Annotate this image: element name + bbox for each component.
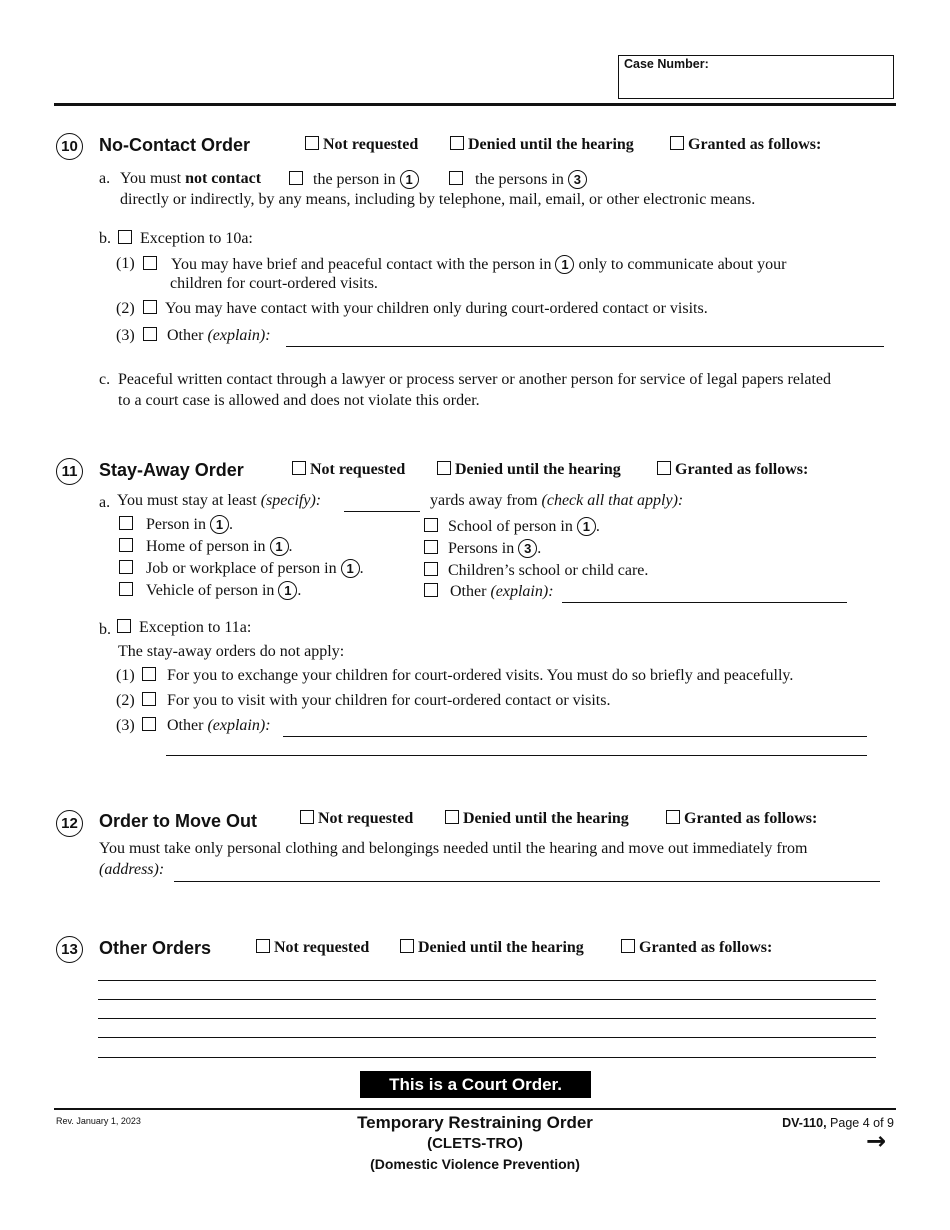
- exception-11b3-checkbox[interactable]: [142, 717, 156, 731]
- denied-label: Denied until the hearing: [455, 461, 621, 478]
- item-11b-intro: The stay-away orders do not apply:: [118, 643, 345, 660]
- section-12-number: 12: [56, 810, 83, 837]
- stay-away-children-school: [424, 562, 648, 580]
- granted-checkbox[interactable]: [670, 136, 684, 150]
- item-11a-text: [117, 492, 321, 510]
- header-rule: [54, 103, 896, 106]
- page-number: Page 4 of 9: [830, 1116, 894, 1130]
- exception-10b1-text2: only to communicate about your: [578, 256, 787, 273]
- period: .: [288, 538, 293, 555]
- stay-away-children-school-checkbox[interactable]: [424, 562, 438, 576]
- other-orders-line-1[interactable]: [98, 980, 876, 981]
- denied-checkbox[interactable]: [450, 136, 464, 150]
- granted-label: Granted as follows:: [688, 136, 822, 153]
- form-title: Temporary Restraining Order: [357, 1113, 593, 1132]
- granted-label: Granted as follows:: [639, 939, 773, 956]
- section-10-title: No-Contact Order: [99, 135, 251, 155]
- granted-checkbox[interactable]: [666, 810, 680, 824]
- denied-label: Denied until the hearing: [418, 939, 584, 956]
- item-10a-line1: [120, 170, 261, 188]
- section-12-status: [300, 810, 413, 828]
- exception-10b2-checkbox[interactable]: [143, 300, 157, 314]
- item-10a-label: a.: [99, 170, 111, 187]
- other-orders-line-2[interactable]: [98, 999, 876, 1000]
- item-10b3: [143, 327, 271, 345]
- period: .: [297, 582, 302, 599]
- address-label: (address):: [99, 861, 165, 878]
- not-requested-label: Not requested: [323, 136, 419, 153]
- item-10b2: [143, 300, 708, 318]
- person-in-1-checkbox[interactable]: [289, 171, 303, 185]
- stay-away-vehicle-label: Vehicle of person in: [146, 582, 275, 599]
- item-11b2-num: (2): [116, 692, 135, 709]
- item-10b1-num: (1): [116, 255, 135, 272]
- exception-11a-label: Exception to 11a:: [139, 619, 252, 636]
- item-10c-line1: Peaceful written contact through a lawyer or process server or another person for service of legal papers related: [118, 371, 832, 388]
- stay-away-other-label: Other: [450, 583, 487, 600]
- form-id: DV-110,: [782, 1116, 827, 1130]
- item-10a-bold: not contact: [185, 170, 262, 187]
- stay-away-other-checkbox[interactable]: [424, 583, 438, 597]
- section-11-status-granted: [657, 461, 808, 479]
- court-order-banner: This is a Court Order.: [360, 1071, 591, 1098]
- exception-11b2-checkbox[interactable]: [142, 692, 156, 706]
- period: .: [359, 560, 364, 577]
- ref-1-badge: 1: [278, 581, 297, 600]
- period: .: [229, 516, 233, 533]
- not-requested-label: Not requested: [318, 810, 414, 827]
- stay-away-home: [119, 537, 293, 556]
- item-10a-persons-option: [449, 170, 587, 189]
- section-11-status: [292, 461, 405, 479]
- footer-title: [325, 1112, 625, 1174]
- explain-label: (explain):: [207, 717, 271, 734]
- exception-11b2-text: For you to visit with your children for court-ordered contact or visits.: [167, 692, 611, 709]
- item-10c-line2: to a court case is allowed and does not violate this order.: [118, 392, 480, 409]
- ref-1-badge: 1: [270, 537, 289, 556]
- section-11-number: 11: [56, 458, 83, 485]
- explain-label: (explain):: [207, 327, 271, 344]
- not-requested-label: Not requested: [274, 939, 370, 956]
- form-subtitle-clets: (CLETS-TRO): [427, 1135, 523, 1152]
- exception-11b1-checkbox[interactable]: [142, 667, 156, 681]
- check-all-label: (check all that apply):: [541, 492, 684, 509]
- other-orders-line-4[interactable]: [98, 1037, 876, 1038]
- stay-at-least-text: You must stay at least: [117, 492, 257, 509]
- explain-11b3-field-1[interactable]: [283, 736, 867, 737]
- ref-1-badge: 1: [400, 170, 419, 189]
- not-requested-checkbox[interactable]: [292, 461, 306, 475]
- ref-1-badge: 1: [341, 559, 360, 578]
- item-11b3: [142, 717, 271, 735]
- item-10c-label: c.: [99, 371, 111, 388]
- section-12-status-granted: [666, 810, 817, 828]
- exception-10a-checkbox[interactable]: [118, 230, 132, 244]
- granted-checkbox[interactable]: [621, 939, 635, 953]
- section-13-number: 13: [56, 936, 83, 963]
- stay-away-school: [424, 517, 600, 536]
- address-field[interactable]: [174, 881, 880, 882]
- stay-away-other-field[interactable]: [562, 602, 847, 603]
- stay-away-persons-checkbox[interactable]: [424, 540, 438, 554]
- exception-11b3-other: Other: [167, 717, 204, 734]
- ref-3-badge: 3: [568, 170, 587, 189]
- stay-away-person-checkbox[interactable]: [119, 516, 133, 530]
- explain-11b3-field-2[interactable]: [166, 755, 867, 756]
- exception-11a-checkbox[interactable]: [117, 619, 131, 633]
- section-11-status-denied: [437, 461, 621, 479]
- stay-away-home-label: Home of person in: [146, 538, 266, 555]
- move-out-text: You must take only personal clothing and belongings needed until the hearing and move out immediately from: [99, 840, 808, 857]
- section-10-status-granted: [670, 136, 821, 154]
- granted-label: Granted as follows:: [675, 461, 809, 478]
- item-10b: [118, 230, 253, 248]
- revision-date: Rev. January 1, 2023: [56, 1116, 141, 1126]
- section-12-status-denied: [445, 810, 629, 828]
- stay-away-person: [119, 515, 233, 534]
- yards-away-text: [430, 492, 683, 510]
- footer-rule: [54, 1108, 896, 1110]
- exception-10b2-text: You may have contact with your children only during court-ordered contact or visits.: [165, 300, 708, 317]
- stay-away-job: [119, 559, 364, 578]
- yards-label: yards away from: [430, 492, 538, 509]
- item-11b1: [142, 667, 793, 685]
- form-subtitle-dvp: (Domestic Violence Prevention): [370, 1156, 580, 1172]
- section-13-status-denied: [400, 939, 584, 957]
- stay-away-job-checkbox[interactable]: [119, 560, 133, 574]
- stay-away-persons-label: Persons in: [448, 540, 515, 557]
- not-requested-checkbox[interactable]: [305, 136, 319, 150]
- not-requested-checkbox[interactable]: [300, 810, 314, 824]
- case-number-box[interactable]: [618, 55, 894, 99]
- stay-away-school-checkbox[interactable]: [424, 518, 438, 532]
- persons-in-3-checkbox[interactable]: [449, 171, 463, 185]
- explain-10b3-field[interactable]: [286, 346, 884, 347]
- explain-label: (explain):: [490, 583, 554, 600]
- section-13-title: Other Orders: [99, 938, 212, 958]
- case-number-label: Case Number:: [624, 57, 709, 71]
- item-10a-line2: directly or indirectly, by any means, including by telephone, mail, email, or other electronic means.: [120, 191, 756, 208]
- ref-1-badge: 1: [555, 255, 574, 274]
- exception-10b1-checkbox[interactable]: [143, 256, 157, 270]
- section-11-title: Stay-Away Order: [99, 460, 244, 480]
- exception-10a-label: Exception to 10a:: [140, 230, 253, 247]
- period: .: [595, 518, 600, 535]
- item-11b-label: b.: [99, 621, 111, 638]
- item-10a-text: You must: [120, 170, 182, 187]
- persons-in-label: the persons in: [475, 171, 564, 188]
- denied-label: Denied until the hearing: [468, 136, 634, 153]
- yards-field[interactable]: [344, 511, 420, 512]
- stay-away-children-school-label: Children’s school or child care.: [448, 562, 649, 579]
- stay-away-other: [424, 583, 554, 601]
- stay-away-vehicle-checkbox[interactable]: [119, 582, 133, 596]
- not-requested-checkbox[interactable]: [256, 939, 270, 953]
- item-11b2: [142, 692, 610, 710]
- section-12-title: Order to Move Out: [99, 811, 258, 831]
- specify-label: (specify):: [260, 492, 322, 509]
- stay-away-job-label: Job or workplace of person in: [146, 560, 337, 577]
- item-10a-person-option: [289, 170, 419, 189]
- item-10b-label: b.: [99, 230, 111, 247]
- stay-away-home-checkbox[interactable]: [119, 538, 133, 552]
- ref-1-badge: 1: [210, 515, 229, 534]
- section-10-number: 10: [56, 133, 83, 160]
- denied-label: Denied until the hearing: [463, 810, 629, 827]
- denied-checkbox[interactable]: [400, 939, 414, 953]
- denied-checkbox[interactable]: [445, 810, 459, 824]
- period: .: [537, 540, 542, 557]
- ref-3-badge: 3: [518, 539, 537, 558]
- exception-10b3-other: Other: [167, 327, 204, 344]
- person-in-label: the person in: [313, 171, 396, 188]
- item-11b: [117, 619, 251, 637]
- stay-away-vehicle: [119, 581, 301, 600]
- section-13-status: [256, 939, 369, 957]
- section-13-status-granted: [621, 939, 772, 957]
- item-10b1: [143, 255, 786, 274]
- stay-away-school-label: School of person in: [448, 518, 573, 535]
- item-11b3-num: (3): [116, 717, 135, 734]
- other-orders-line-3[interactable]: [98, 1018, 876, 1019]
- item-10b1-line2: children for court-ordered visits.: [170, 275, 378, 292]
- exception-10b1-text: You may have brief and peaceful contact with the person in: [171, 256, 552, 273]
- not-requested-label: Not requested: [310, 461, 406, 478]
- next-page-arrow-icon[interactable]: →: [866, 1127, 887, 1155]
- granted-checkbox[interactable]: [657, 461, 671, 475]
- granted-label: Granted as follows:: [684, 810, 818, 827]
- section-10-status-denied: [450, 136, 634, 154]
- item-11b1-num: (1): [116, 667, 135, 684]
- item-10b2-num: (2): [116, 300, 135, 317]
- stay-away-person-label: Person in: [146, 516, 206, 533]
- section-10-status: [305, 136, 418, 154]
- item-11a-label: a.: [99, 494, 111, 511]
- ref-1-badge: 1: [577, 517, 596, 536]
- exception-11b1-text: For you to exchange your children for court-ordered visits. You must do so briefly and peacefully.: [167, 667, 794, 684]
- item-10b3-num: (3): [116, 327, 135, 344]
- denied-checkbox[interactable]: [437, 461, 451, 475]
- stay-away-persons: [424, 539, 541, 558]
- other-orders-line-5[interactable]: [98, 1057, 876, 1058]
- exception-10b3-checkbox[interactable]: [143, 327, 157, 341]
